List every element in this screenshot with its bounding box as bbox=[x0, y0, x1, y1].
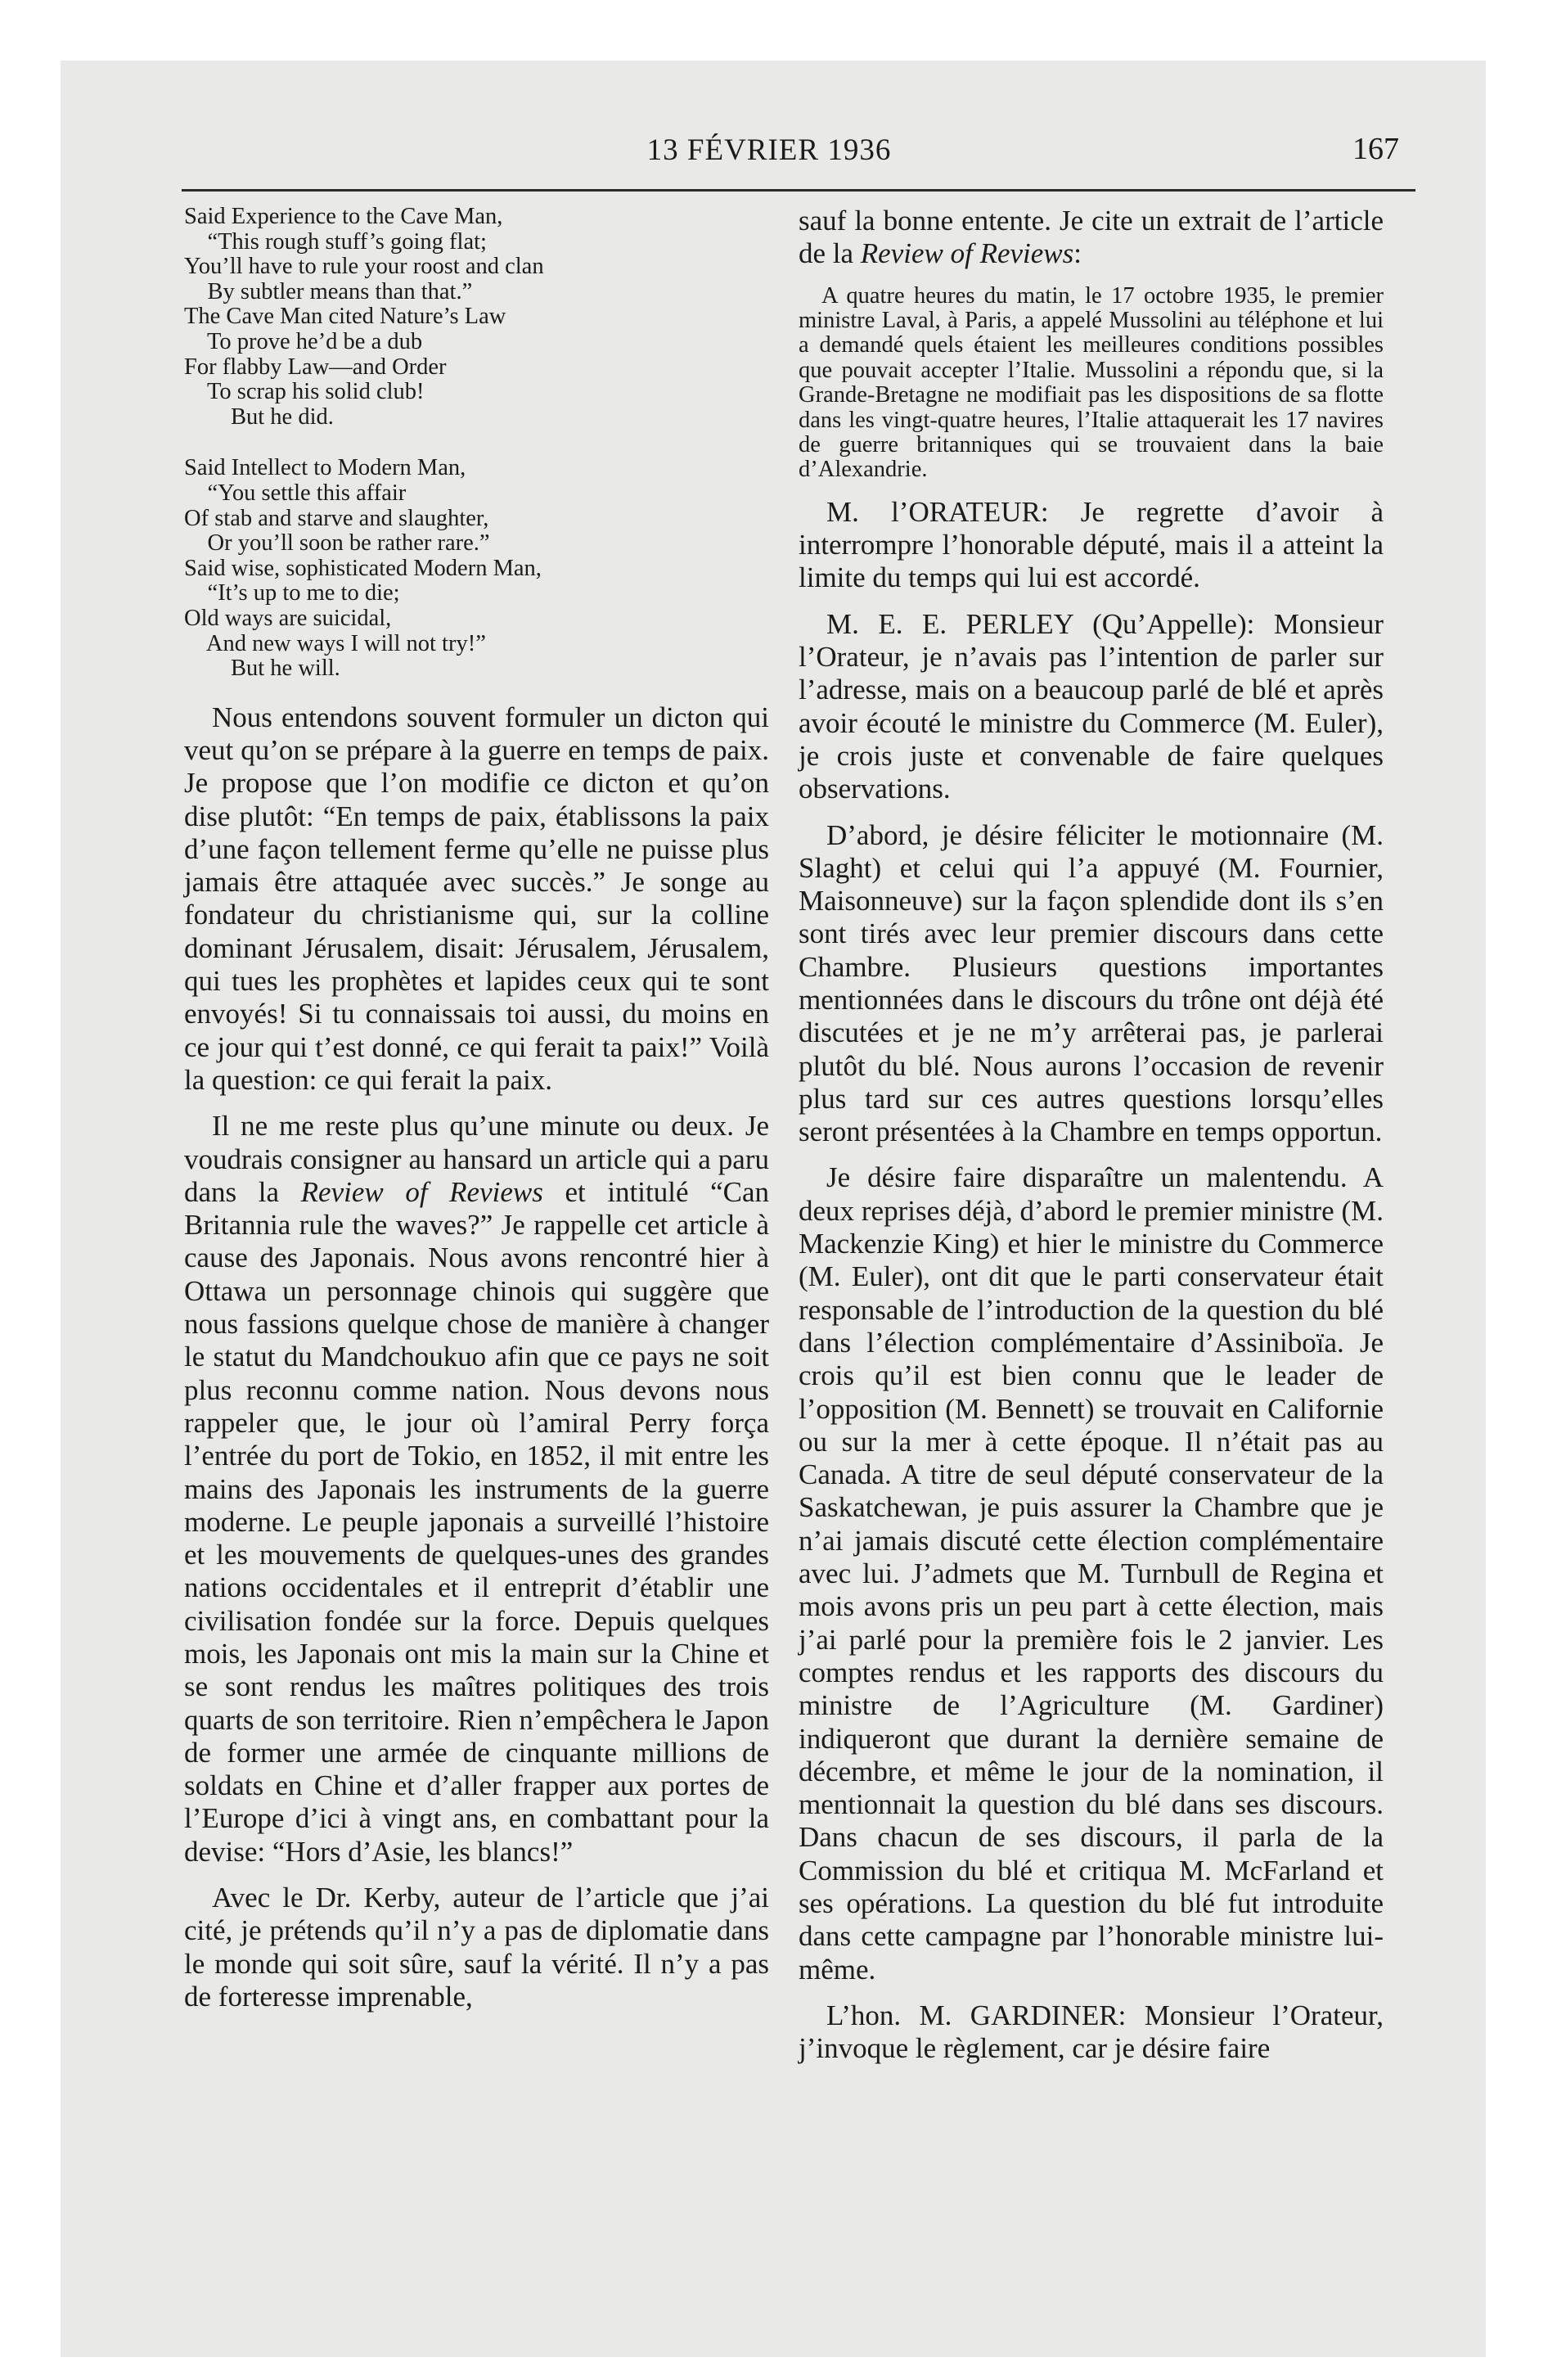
poem-stanza-2 bbox=[184, 456, 769, 681]
poem-line: To prove he’d be a dub bbox=[184, 328, 423, 354]
poem-line: Old ways are suicidal, bbox=[184, 605, 392, 631]
poem-line: Said Experience to the Cave Man, bbox=[184, 204, 503, 229]
poem-line: And new ways I will not try!” bbox=[184, 630, 486, 656]
paragraph-perley: M. E. E. PERLEY (Qu’Appelle): Monsieur l’Orateur, je n’avais pas l’intention de parler sur l’adresse, mais on a beaucoup parlé de blé et après avoir écouté le ministre du Commerce (M. Euler), je crois juste et convenable de faire quelques observations. bbox=[799, 607, 1384, 805]
poem-line: The Cave Man cited Nature’s Law bbox=[184, 304, 506, 330]
paragraph-gardiner: L’hon. M. GARDINER: Monsieur l’Orateur, j’invoque le règlement, car je désire faire bbox=[799, 1999, 1384, 2065]
page-number: 167 bbox=[1352, 132, 1399, 166]
poem-line: By subtler means than that.” bbox=[184, 278, 473, 304]
poem-line: Said wise, sophisticated Modern Man, bbox=[184, 555, 542, 581]
poem-line: For flabby Law—and Order bbox=[184, 354, 447, 380]
poem-line: “It’s up to me to die; bbox=[184, 580, 400, 606]
paragraph-text: Il ne me reste plus qu’une minute ou deux. Je voudrais consigner au hansard un article qui a paru dans la bbox=[184, 1110, 769, 1208]
paragraph-japonais bbox=[184, 1110, 769, 1868]
publication-title: Review of Reviews bbox=[860, 237, 1074, 270]
paragraph-feliciter: D’abord, je désire féliciter le motionnaire (M. Slaght) et celui qui l’a appuyé (M. Fournier, Maisonneuve) sur la façon splendide dont ils s’en sont tirés avec leur premier discours dans cette Chambre. Plusieurs questions importantes mentionnées dans le discours du trône ont déjà été discutées et je ne m’y arrêterai pas, je parlerai plutôt du blé. Nous aurons l’occasion de revenir plus tard sur ces autres questions lorsqu’elles seront présentées à la Chambre en temps opportun. bbox=[799, 818, 1384, 1148]
poem-line: Of stab and starve and slaughter, bbox=[184, 505, 489, 531]
paragraph-text: : bbox=[1073, 237, 1082, 270]
block-quote: A quatre heures du matin, le 17 octobre 1935, le premier ministre Laval, à Paris, a appelé Mussolini au téléphone et lui a demandé quels étaient les meilleures conditions possibles que pouvait accepter l’Italie. Mussolini a répondu que, si la Grande-Bretagne ne modifiait pas les dispositions de sa flotte dans les vingt-quatre heures, l’Italie attaquerait les 17 navires de guerre britanniques qui se trouvaient dans la baie d’Alexandrie. bbox=[799, 282, 1384, 483]
left-column bbox=[184, 205, 769, 2026]
poem-line: Or you’ll soon be rather rare.” bbox=[184, 530, 490, 557]
poem-line: But he did. bbox=[184, 403, 334, 430]
paragraph-text: et intitulé “Can Britannia rule the waves?” Je rappelle cet article à cause des Japonais. Nous avons rencontré hier à Ottawa un personnage chinois qui suggère que nous fassions quelque chose de manière à changer le statut du Mandchoukuo afin que ce pays ne soit plus reconnu comme nation. Nous devons nous rappeler que, le jour où l’amiral Perry força l’entrée du port de Tokio, en 1852, il mit entre les mains des Japonais les instruments de la guerre moderne. Le peuple japonais a surveillé l’histoire et les mouvements de quelques-unes des grandes nations occidentales et il entreprit d’établir une civilisation fondée sur la force. Depuis quelques mois, les Japonais ont mis la main sur la Chine et se sont rendus les maîtres politiques des trois quarts de son territoire. Rien n’empêchera le Japon de former une armée de cinquante millions de soldats en Chine et d’aller frapper aux portes de l’Europe d’ici à vingt ans, en combattant pour la devise: “Hors d’Asie, les blancs!” bbox=[184, 1175, 770, 1868]
poem-line: You’ll have to rule your roost and clan bbox=[184, 254, 544, 280]
right-column bbox=[799, 205, 1384, 2079]
publication-title: Review of Reviews bbox=[300, 1175, 543, 1208]
paragraph-kerby: Avec le Dr. Kerby, auteur de l’article que j’ai cité, je prétends qu’il n’y a pas de diplomatie dans le monde qui soit sûre, sauf la vérité. Il n’y a pas de forteresse imprenable, bbox=[184, 1882, 769, 2013]
poem-line: “You settle this affair bbox=[184, 480, 407, 506]
running-header-date: 13 FÉVRIER 1936 bbox=[646, 133, 892, 167]
paragraph-continuation bbox=[799, 205, 1384, 271]
paragraph-text: sauf la bonne entente. Je cite un extrait de l’article de la bbox=[799, 205, 1384, 270]
paragraph-dicton: Nous entendons souvent formuler un dicton qui veut qu’on se prépare à la guerre en temps de paix. Je propose que l’on modifie ce dicton et qu’on dise plutôt: “En temps de paix, établissons la paix d’une façon tellement ferme qu’elle ne puisse plus jamais être attaquée avec succès.” Je songe au fondateur du christianisme qui, sur la colline dominant Jérusalem, disait: Jérusalem, Jérusalem, qui tues les prophètes et lapides ceux qui te sont envoyés! Si tu connaissais toi aussi, du moins en ce jour qui t’est donné, ce qui ferait ta paix!” Voilà la question: ce qui ferait la paix. bbox=[184, 701, 769, 1096]
stanza-gap bbox=[184, 430, 769, 456]
header-rule bbox=[182, 189, 1415, 192]
poem-line: To scrap his solid club! bbox=[184, 379, 425, 405]
poem-line: Said Intellect to Modern Man, bbox=[184, 455, 466, 481]
poem-line: “This rough stuff’s going flat; bbox=[184, 228, 487, 255]
paragraph-malentendu: Je désire faire disparaître un malentendu. A deux reprises déjà, d’abord le premier ministre (M. Mackenzie King) et hier le ministre du Commerce (M. Euler), ont dit que le parti conservateur était responsable de l’introduction de la question du blé dans l’élection complémentaire d’Assiniboïa. Je crois qu’il est bien connu que le leader de l’opposition (M. Bennett) se trouvait en Californie ou sur la mer à cette époque. Il n’était pas au Canada. A titre de seul député conservateur de la Saskatchewan, je puis assurer la Chambre que je n’ai jamais discuté cette élection complémentaire avec lui. J’admets que M. Turnbull de Regina et mois avons pris un peu part à cette élection, mais j’ai parlé pour la première fois le 2 janvier. Les comptes rendus et les rapports des discours du ministre de l’Agriculture (M. Gardiner) indiqueront que durant la dernière semaine de décembre, et même le jour de la nomination, il mentionnait la question du blé dans ses discours. Dans chacun de ses discours, il parla de la Commission du blé et critiqua M. McFarland et ses opérations. La question du blé fut introduite dans cette campagne par l’honorable ministre lui-même. bbox=[799, 1161, 1384, 1986]
paragraph-orateur: M. l’ORATEUR: Je regrette d’avoir à interrompre l’honorable député, mais il a atteint la limite du temps qui lui est accordé. bbox=[799, 495, 1384, 594]
poem-stanza-1 bbox=[184, 205, 769, 430]
poem-line: But he will. bbox=[184, 656, 340, 682]
